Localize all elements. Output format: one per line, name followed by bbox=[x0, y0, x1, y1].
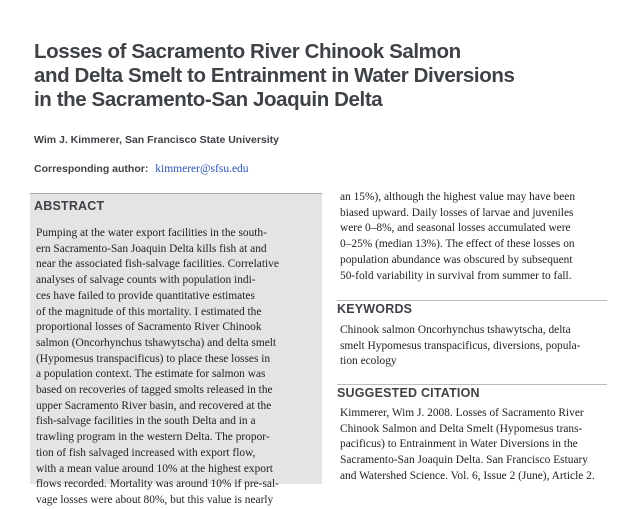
text-line: near the associated fish-salvage facilities. Correlative bbox=[36, 258, 279, 271]
text-line: population abundance was obscured by subsequent bbox=[340, 253, 573, 266]
text-line: ces have failed to provide quantitative estimates bbox=[36, 289, 255, 302]
text-line: biased upward. Daily losses of larvae and juveniles bbox=[340, 206, 574, 219]
abstract-text-right bbox=[340, 190, 575, 284]
abstract-heading: ABSTRACT bbox=[34, 199, 105, 213]
text-line: Chinook Salmon and Delta Smelt (Hypomesus trans- bbox=[340, 422, 583, 435]
text-line: analyses of salvage counts with population indi- bbox=[36, 274, 256, 287]
title-line: in the Sacramento-San Joaquin Delta bbox=[34, 88, 383, 111]
corresponding-author bbox=[34, 163, 249, 175]
text-line: were 0–8%, and seasonal losses accumulated were bbox=[340, 222, 571, 235]
text-line: of the magnitude of this mortality. I estimated the bbox=[36, 305, 262, 318]
abstract-text-left bbox=[36, 226, 326, 509]
text-line: fish-salvage facilities in the south Delta and in a bbox=[36, 415, 256, 428]
text-line: upper Sacramento River basin, and recovered at the bbox=[36, 399, 272, 412]
title-line: and Delta Smelt to Entrainment in Water Diversions bbox=[34, 64, 515, 87]
text-line: tion ecology bbox=[340, 355, 397, 368]
text-line: salmon (Oncorhynchus tshawytscha) and delta smelt bbox=[36, 336, 277, 349]
title-line: Losses of Sacramento River Chinook Salmon bbox=[34, 40, 461, 63]
text-line: based on recoveries of tagged smolts released in the bbox=[36, 384, 273, 397]
text-line: and Watershed Science. Vol. 6, Issue 2 (June), Article 2. bbox=[340, 469, 595, 482]
citation-heading: SUGGESTED CITATION bbox=[337, 386, 480, 400]
keywords-rule bbox=[337, 300, 607, 301]
text-line: 0–25% (median 13%). The effect of these losses on bbox=[340, 238, 575, 251]
text-line: (Hypomesus transpacificus) to place these losses in bbox=[36, 352, 271, 365]
text-line: trawling program in the western Delta. The propor- bbox=[36, 431, 270, 444]
text-line: 50-fold variability in survival from summer to fall. bbox=[340, 269, 572, 282]
citation-text bbox=[340, 406, 595, 485]
citation-rule bbox=[337, 384, 607, 385]
author-line: Wim J. Kimmerer, San Francisco State University bbox=[34, 134, 280, 146]
keywords-heading: KEYWORDS bbox=[337, 302, 413, 316]
text-line: pacificus) to Entrainment in Water Diversions in the bbox=[340, 438, 578, 451]
text-line: proportional losses of Sacramento River Chinook bbox=[36, 321, 262, 334]
text-line: Sacramento-San Joaquin Delta. San Francisco Estuary bbox=[340, 454, 588, 467]
text-line: smelt Hypomesus transpacificus, diversions, popula- bbox=[340, 339, 581, 352]
text-line: with a mean value around 10% at the highest export bbox=[36, 462, 273, 475]
text-line: Kimmerer, Wim J. 2008. Losses of Sacramento River bbox=[340, 407, 584, 419]
text-line: tion of fish salvaged increased with export flow, bbox=[36, 446, 256, 459]
corresponding-author-label: Corresponding author: bbox=[34, 163, 149, 175]
text-line: vage losses were about 80%, but this value is nearly bbox=[36, 493, 274, 506]
text-line: Pumping at the water export facilities in the south- bbox=[36, 227, 267, 239]
text-line: a population context. The estimate for salmon was bbox=[36, 368, 266, 381]
text-line: Chinook salmon Oncorhynchus tshawytscha, delta bbox=[340, 324, 571, 336]
text-line: ern Sacramento-San Joaquin Delta kills fish at and bbox=[36, 242, 267, 255]
keywords-text bbox=[340, 323, 580, 370]
paper-title bbox=[34, 40, 594, 112]
author-email-link[interactable]: kimmerer@sfsu.edu bbox=[155, 163, 249, 175]
text-line: an 15%), although the highest value may have been bbox=[340, 191, 576, 203]
text-line: flows recorded. Mortality was around 10% if pre-sal- bbox=[36, 478, 279, 491]
